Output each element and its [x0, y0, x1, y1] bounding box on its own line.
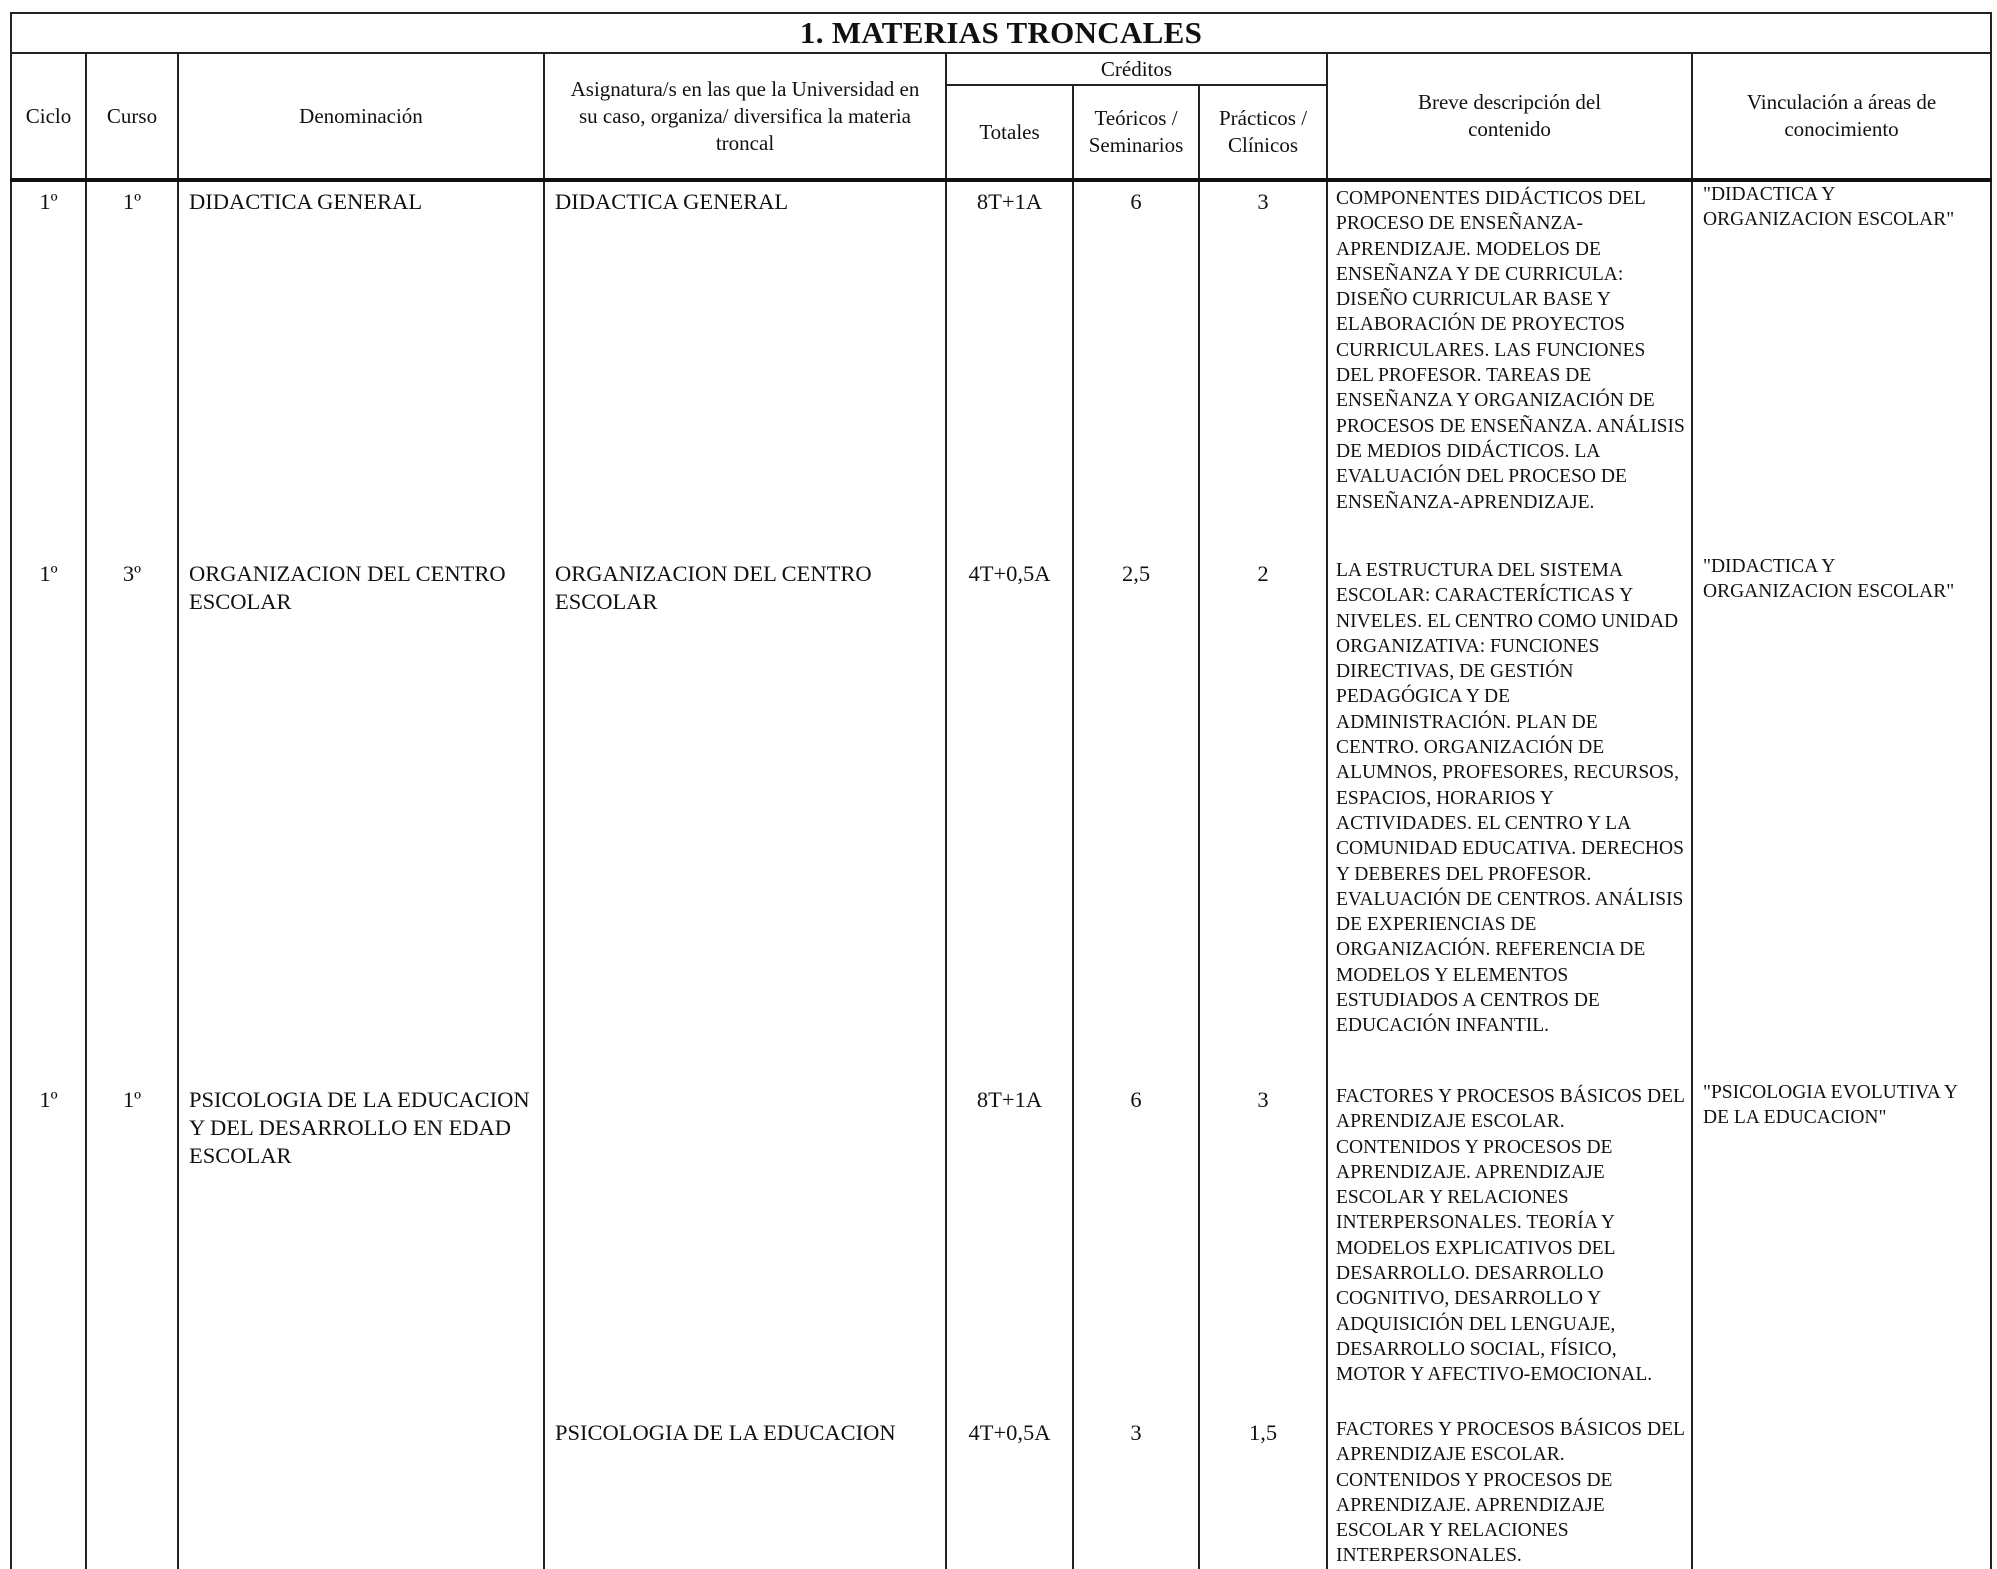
materias-table: [10, 12, 1992, 1569]
header-denominacion: Denominación: [178, 53, 544, 180]
cell-curso: 1º: [86, 1080, 178, 1413]
cell-totales: 8T+1A: [946, 1080, 1073, 1413]
cell-descripcion: FACTORES Y PROCESOS BÁSICOS DEL APRENDIZAJE ESCOLAR. CONTENIDOS Y PROCESOS DE APRENDIZAJE. APRENDIZAJE ESCOLAR Y RELACIONES INTERPERSONALES. TEORÍA Y MODELOS EXPLICATIVOS DEL DESARROLLO. DESARROLLO COGNITIVO, DESARROLLO Y ADQUISICIÓN DEL LENGUAJE, DESARROLLO SOCIAL, FÍSICO, MOTOR Y AFECTIVO-EMOCIONAL.: [1327, 1080, 1692, 1413]
cell-vinculacion: "DIDACTICA Y ORGANIZACION ESCOLAR": [1692, 554, 1991, 1080]
cell-asignatura: ORGANIZACION DEL CENTRO ESCOLAR: [544, 554, 946, 1080]
header-descripcion: Breve descripción del contenido: [1327, 53, 1692, 180]
header-asignatura: Asignatura/s en las que la Universidad en su caso, organiza/ diversifica la materia troncal: [544, 53, 946, 180]
cell-curso: 3º: [86, 554, 178, 1080]
header-curso: Curso: [86, 53, 178, 180]
header-totales: Totales: [946, 85, 1073, 180]
table-title: 1. MATERIAS TRONCALES: [11, 13, 1991, 53]
cell-practicos: 2: [1199, 554, 1327, 1080]
cell-ciclo: 1º: [11, 180, 86, 554]
cell-asignatura: DIDACTICA GENERAL: [544, 180, 946, 554]
cell-totales: 8T+1A: [946, 180, 1073, 554]
cell-descripcion: FACTORES Y PROCESOS BÁSICOS DEL APRENDIZAJE ESCOLAR. CONTENIDOS Y PROCESOS DE APRENDIZAJE. APRENDIZAJE ESCOLAR Y RELACIONES INTERPERSONALES.: [1327, 1413, 1692, 1569]
header-practicos: Prácticos / Clínicos: [1199, 85, 1327, 180]
materias-troncales-sheet: [10, 12, 1990, 1567]
header-ciclo: Ciclo: [11, 53, 86, 180]
cell-denominacion: [178, 1413, 544, 1569]
cell-descripcion: LA ESTRUCTURA DEL SISTEMA ESCOLAR: CARACTERÍCTICAS Y NIVELES. EL CENTRO COMO UNIDAD ORGANIZATIVA: FUNCIONES DIRECTIVAS, DE GESTIÓN PEDAGÓGICA Y DE ADMINISTRACIÓN. PLAN DE CENTRO. ORGANIZACIÓN DE ALUMNOS, PROFESORES, RECURSOS, ESPACIOS, HORARIOS Y ACTIVIDADES. EL CENTRO Y LA COMUNIDAD EDUCATIVA. DERECHOS Y DEBERES DEL PROFESOR. EVALUACIÓN DE CENTROS. ANÁLISIS DE EXPERIENCIAS DE ORGANIZACIÓN. REFERENCIA DE MODELOS Y ELEMENTOS ESTUDIADOS A CENTROS DE EDUCACIÓN INFANTIL.: [1327, 554, 1692, 1080]
header-vinculacion: Vinculación a áreas de conocimiento: [1692, 53, 1991, 180]
table-row: [11, 1080, 1991, 1413]
cell-asignatura: [544, 1080, 946, 1413]
cell-vinculacion: "DIDACTICA Y ORGANIZACION ESCOLAR": [1692, 180, 1991, 554]
cell-teoricos: 2,5: [1073, 554, 1199, 1080]
cell-denominacion: PSICOLOGIA DE LA EDUCACION Y DEL DESARROLLO EN EDAD ESCOLAR: [178, 1080, 544, 1413]
cell-descripcion: COMPONENTES DIDÁCTICOS DEL PROCESO DE ENSEÑANZA-APRENDIZAJE. MODELOS DE ENSEÑANZA Y DE CURRICULA: DISEÑO CURRICULAR BASE Y ELABORACIÓN DE PROYECTOS CURRICULARES. LAS FUNCIONES DEL PROFESOR. TAREAS DE ENSEÑANZA Y ORGANIZACIÓN DE PROCESOS DE ENSEÑANZA. ANÁLISIS DE MEDIOS DIDÁCTICOS. LA EVALUACIÓN DEL PROCESO DE ENSEÑANZA-APRENDIZAJE.: [1327, 180, 1692, 554]
cell-teoricos: 6: [1073, 1080, 1199, 1413]
cell-practicos: 1,5: [1199, 1413, 1327, 1569]
cell-ciclo: [11, 1413, 86, 1569]
header-creditos: Créditos: [946, 53, 1327, 85]
cell-totales: 4T+0,5A: [946, 554, 1073, 1080]
cell-denominacion: DIDACTICA GENERAL: [178, 180, 544, 554]
cell-ciclo: 1º: [11, 554, 86, 1080]
cell-teoricos: 6: [1073, 180, 1199, 554]
cell-vinculacion: [1692, 1413, 1991, 1569]
cell-teoricos: 3: [1073, 1413, 1199, 1569]
cell-vinculacion: "PSICOLOGIA EVOLUTIVA Y DE LA EDUCACION": [1692, 1080, 1991, 1413]
cell-curso: 1º: [86, 180, 178, 554]
table-row: [11, 180, 1991, 554]
cell-asignatura: PSICOLOGIA DE LA EDUCACION: [544, 1413, 946, 1569]
cell-ciclo: 1º: [11, 1080, 86, 1413]
cell-practicos: 3: [1199, 180, 1327, 554]
header-teoricos: Teóricos / Seminarios: [1073, 85, 1199, 180]
cell-totales: 4T+0,5A: [946, 1413, 1073, 1569]
cell-practicos: 3: [1199, 1080, 1327, 1413]
cell-denominacion: ORGANIZACION DEL CENTRO ESCOLAR: [178, 554, 544, 1080]
cell-curso: [86, 1413, 178, 1569]
table-row: [11, 554, 1991, 1080]
table-row: [11, 1413, 1991, 1569]
